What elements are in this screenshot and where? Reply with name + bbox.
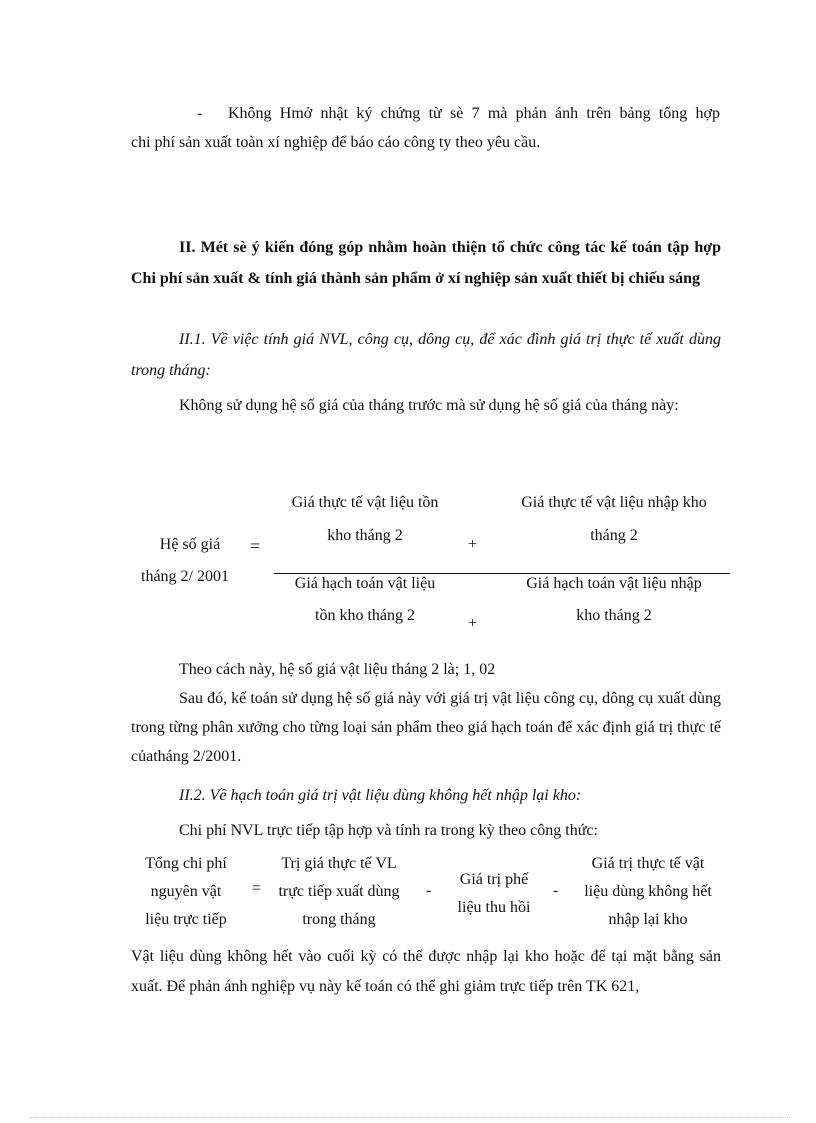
paragraph: Theo cách này, hệ số giá vật liệu tháng 2 là; 1, 02 <box>179 661 496 678</box>
paragraph: Không sử dụng hệ số giá của tháng trước mà sử dụng hệ số giá của tháng này: <box>179 397 679 414</box>
term-line: Tổng chi phí <box>145 855 227 872</box>
bullet-dash: - <box>197 105 203 122</box>
formula-lhs-line: Hệ số giá <box>159 536 221 553</box>
numerator-right: tháng 2 <box>590 527 638 544</box>
term-line: liệu trực tiếp <box>145 911 227 928</box>
equals-sign: = <box>250 536 261 556</box>
minus-sign: - <box>553 882 559 899</box>
formula-term <box>444 866 544 922</box>
term-line: Giá trị thực tế vật <box>591 855 705 872</box>
formula-term <box>264 850 414 934</box>
term-line: trong tháng <box>302 911 376 928</box>
plus-sign: + <box>468 536 478 553</box>
term-line: liệu dùng không hết <box>584 883 712 900</box>
equals-sign: = <box>252 880 262 897</box>
paragraph: Sau đó, kế toán sử dụng hệ số giá này với giá trị vật liệu công cụ, dông cụ xuất dùng trong từng phân xưởng cho từng loại sản phẩm theo giá hạch toán để xác định giá trị thực tế củatháng 2/2001. <box>131 690 721 765</box>
fraction-bar <box>274 573 730 574</box>
numerator-left: kho tháng 2 <box>327 527 403 544</box>
subsection-heading: II.2. Về hạch toán giá trị vật liệu dùng không hết nhập lại kho: <box>179 787 582 804</box>
term-line: Trị giá thực tế VL <box>281 855 397 872</box>
formula-term <box>570 850 726 934</box>
formula-lhs-line: tháng 2/ 2001 <box>141 568 229 585</box>
minus-sign: - <box>426 882 432 899</box>
paragraph-line: Không Hmở nhật ký chứng từ sè 7 mà phản ánh trên bảng tổng hợp <box>228 105 720 122</box>
paragraph: Chi phí NVL trực tiếp tập hợp và tính ra trong kỳ theo công thức: <box>179 822 598 839</box>
term-line: nguyên vật <box>150 883 222 900</box>
denominator-right: Giá hạch toán vật liệu nhập <box>526 575 702 592</box>
subsection-heading: II.1. Về việc tính giá NVL, công cụ, dông cụ, để xác đình giá trị thực tế xuất dùng trong tháng: <box>131 331 721 379</box>
denominator-left: Giá hạch toán vật liệu <box>294 575 436 592</box>
page-bottom-border <box>30 1117 790 1118</box>
section-heading: II. Mét sè ý kiến đóng góp nhằm hoàn thiện tổ chức công tác kế toán tập hợp Chi phí sản xuất & tính giá thành sản phẩm ở xí nghiệp sản xuất thiết bị chiếu sáng <box>131 239 721 287</box>
formula-term <box>128 850 244 934</box>
numerator-right: Giá thực tế vật liệu nhập kho <box>521 494 707 511</box>
denominator-left: tồn kho tháng 2 <box>315 607 415 624</box>
term-line: nhập lại kho <box>608 911 688 928</box>
term-line: Giá trị phế <box>459 871 529 888</box>
denominator-right: kho tháng 2 <box>576 607 652 624</box>
term-line: trực tiếp xuất dùng <box>278 883 400 900</box>
paragraph: Vật liệu dùng không hết vào cuối kỳ có thể được nhập lại kho hoặc để tại mặt bằng sản xuất. Để phản ánh nghiệp vụ này kế toán có thể ghi giảm trực tiếp trên TK 621, <box>131 948 721 995</box>
numerator-left: Giá thực tế vật liệu tồn <box>291 494 439 511</box>
paragraph-line: chi phí sản xuất toàn xí nghiệp để báo cáo công ty theo yêu cầu. <box>131 134 541 151</box>
term-line: liệu thu hồi <box>457 899 531 916</box>
plus-sign: + <box>468 615 478 632</box>
